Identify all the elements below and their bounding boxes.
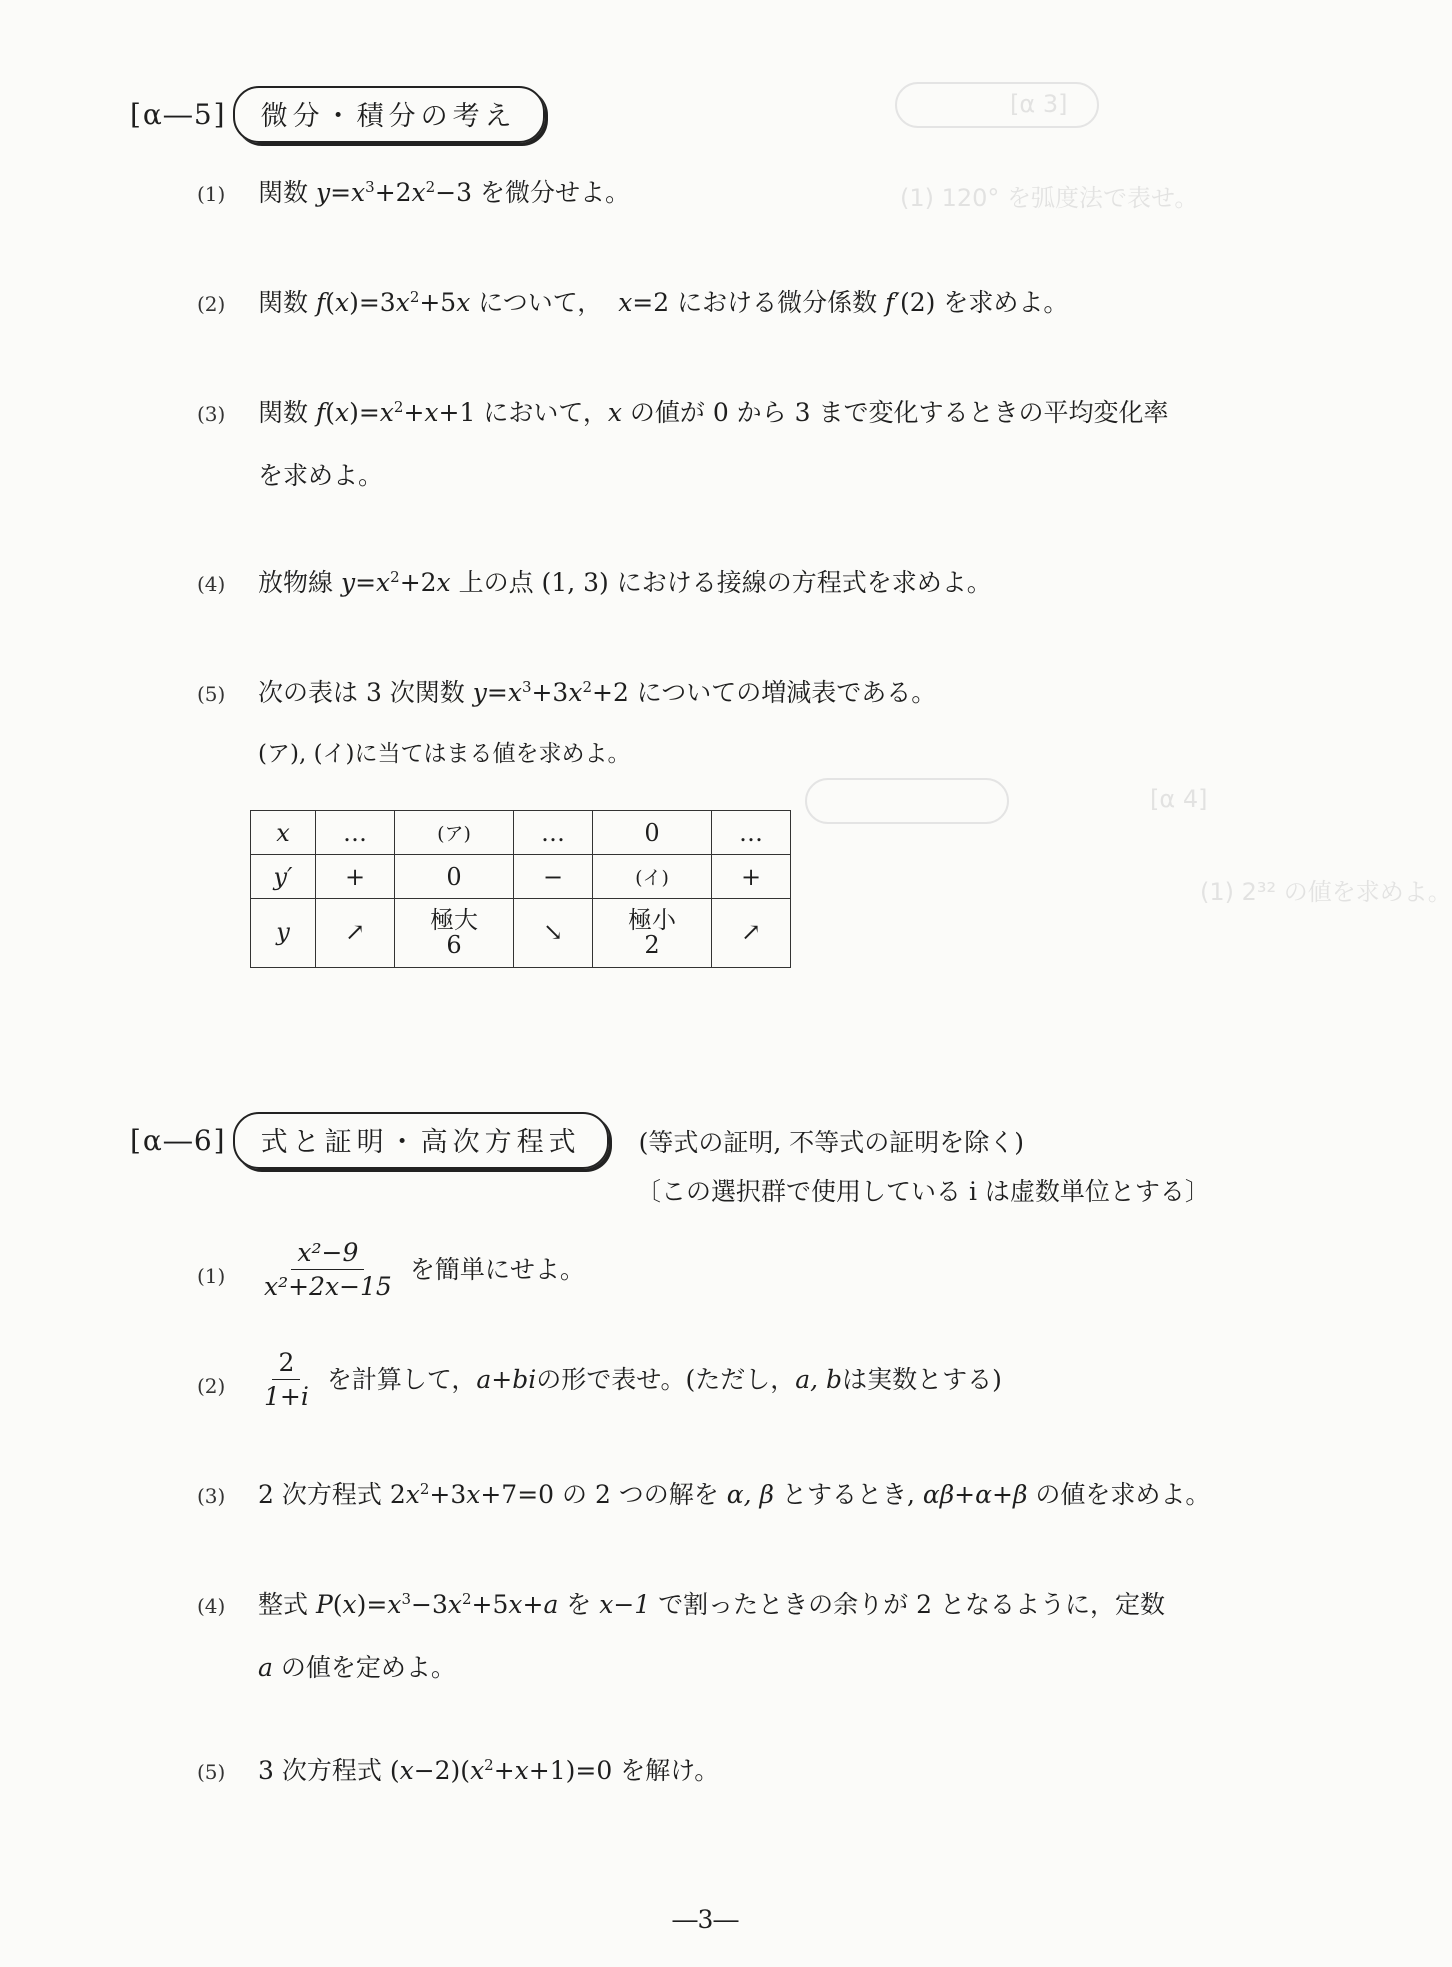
question-text: 放物線 $y=x^2+2x$ 上の点 (1, 3) における接線の方程式を求めよ。 — [258, 568, 992, 597]
fraction — [258, 1240, 398, 1299]
table-cell: ↗ — [316, 899, 395, 968]
section-code: [α―6] — [130, 1124, 227, 1157]
table-cell: x — [251, 811, 316, 855]
question-number: (3) — [197, 1484, 226, 1508]
question-text-continued: a の値を定めよ。 — [258, 1653, 456, 1682]
question-number: (2) — [197, 1374, 226, 1398]
question-text-continued: (ア), (イ)に当てはまる値を求めよ。 — [258, 741, 631, 767]
table-cell: − — [514, 855, 593, 899]
fraction-denominator: x²+2x−15 — [264, 1272, 392, 1301]
section-note-imaginary-unit: 〔この選択群で使用している i は虚数単位とする〕 — [636, 1177, 1210, 1206]
increase-decrease-table — [250, 810, 791, 968]
question-text: $\frac{2}{1+i}$ を計算して， a+bi の形で表せ。(ただし， a, b は実数とする) — [258, 1350, 1002, 1409]
maximum-value: 6 — [446, 931, 462, 959]
section-code: [α―5] — [130, 98, 227, 131]
bleed-through-heading-a4: [α 4] — [1150, 785, 1208, 813]
table-cell — [395, 899, 514, 968]
question-text: $\frac{\text{x²−9}}{\text{x²+2x−15}}$ を簡単にせよ。 — [258, 1240, 585, 1299]
section-alpha6-header — [130, 1112, 1024, 1169]
question-text: 3 次方程式 $(x-2)(x^2+x+1)=0$ を解け。 — [258, 1756, 720, 1785]
table-cell: ↘ — [514, 899, 593, 968]
section-note: (等式の証明, 不等式の証明を除く) — [638, 1127, 1024, 1157]
question-number: (2) — [197, 292, 226, 316]
table-cell: (イ) — [593, 855, 712, 899]
fraction-denominator: 1+i — [264, 1382, 309, 1411]
minimum-label: 極小 — [628, 905, 676, 934]
question-number: (4) — [197, 1594, 226, 1618]
table-cell: + — [316, 855, 395, 899]
question-number: (4) — [197, 572, 226, 596]
table-cell: … — [316, 811, 395, 855]
bleed-through-text-2: (1) 2³² の値を求めよ。 — [1200, 878, 1452, 906]
question-text: 2 次方程式 $2x^2+3x+7=0$ の 2 つの解を α, β とするとき, αβ+α+β の値を求めよ。 — [258, 1480, 1211, 1509]
fraction-numerator: x²−9 — [291, 1240, 364, 1270]
minimum-value: 2 — [644, 931, 660, 959]
page-number: ―3― — [672, 1905, 739, 1934]
question-text: 関数 $y=x^3+2x^2-3$ を微分せよ。 — [258, 178, 631, 207]
bleed-through-heading-a3: [α 3] — [1010, 90, 1068, 118]
fraction-numerator: 2 — [272, 1350, 300, 1380]
question-text: 整式 $P(x)=x^3-3x^2+5x+a$ を x−1 で割ったときの余りが 2 となるように，定数 — [258, 1590, 1165, 1619]
question-number: (1) — [197, 182, 226, 206]
table-cell — [593, 899, 712, 968]
table-cell: ↗ — [712, 899, 791, 968]
question-number: (3) — [197, 402, 226, 426]
table-cell: + — [712, 855, 791, 899]
table-cell: y′ — [251, 855, 316, 899]
maximum-label: 極大 — [430, 905, 478, 934]
question-number: (1) — [197, 1264, 226, 1288]
question-number: (5) — [197, 682, 226, 706]
table-cell: … — [712, 811, 791, 855]
fraction — [258, 1350, 315, 1409]
table-cell: 0 — [593, 811, 712, 855]
section-title: 式と証明・高次方程式 — [233, 1112, 609, 1169]
question-text: 関数 $f(x)=3x^2+5x$ について， x=2 における微分係数 f′(2) を求めよ。 — [258, 288, 1069, 317]
bleed-through-pill-2 — [805, 778, 1009, 824]
section-alpha5-header — [130, 86, 545, 143]
table-cell: y — [251, 899, 316, 968]
table-cell: (ア) — [395, 811, 514, 855]
table-cell: 0 — [395, 855, 514, 899]
bleed-through-pill — [895, 82, 1099, 128]
question-text: 関数 $f(x)=x^2+x+1$ において，x の値が 0 から 3 まで変化するときの平均変化率 — [258, 398, 1169, 427]
question-text-continued: を求めよ。 — [258, 461, 384, 490]
question-text: 次の表は 3 次関数 $y=x^3+3x^2+2$ についての増減表である。 — [258, 678, 937, 707]
question-number: (5) — [197, 1760, 226, 1784]
section-title: 微分・積分の考え — [233, 86, 545, 143]
bleed-through-text-1: (1) 120° を弧度法で表せ。 — [900, 184, 1199, 212]
table-cell: … — [514, 811, 593, 855]
